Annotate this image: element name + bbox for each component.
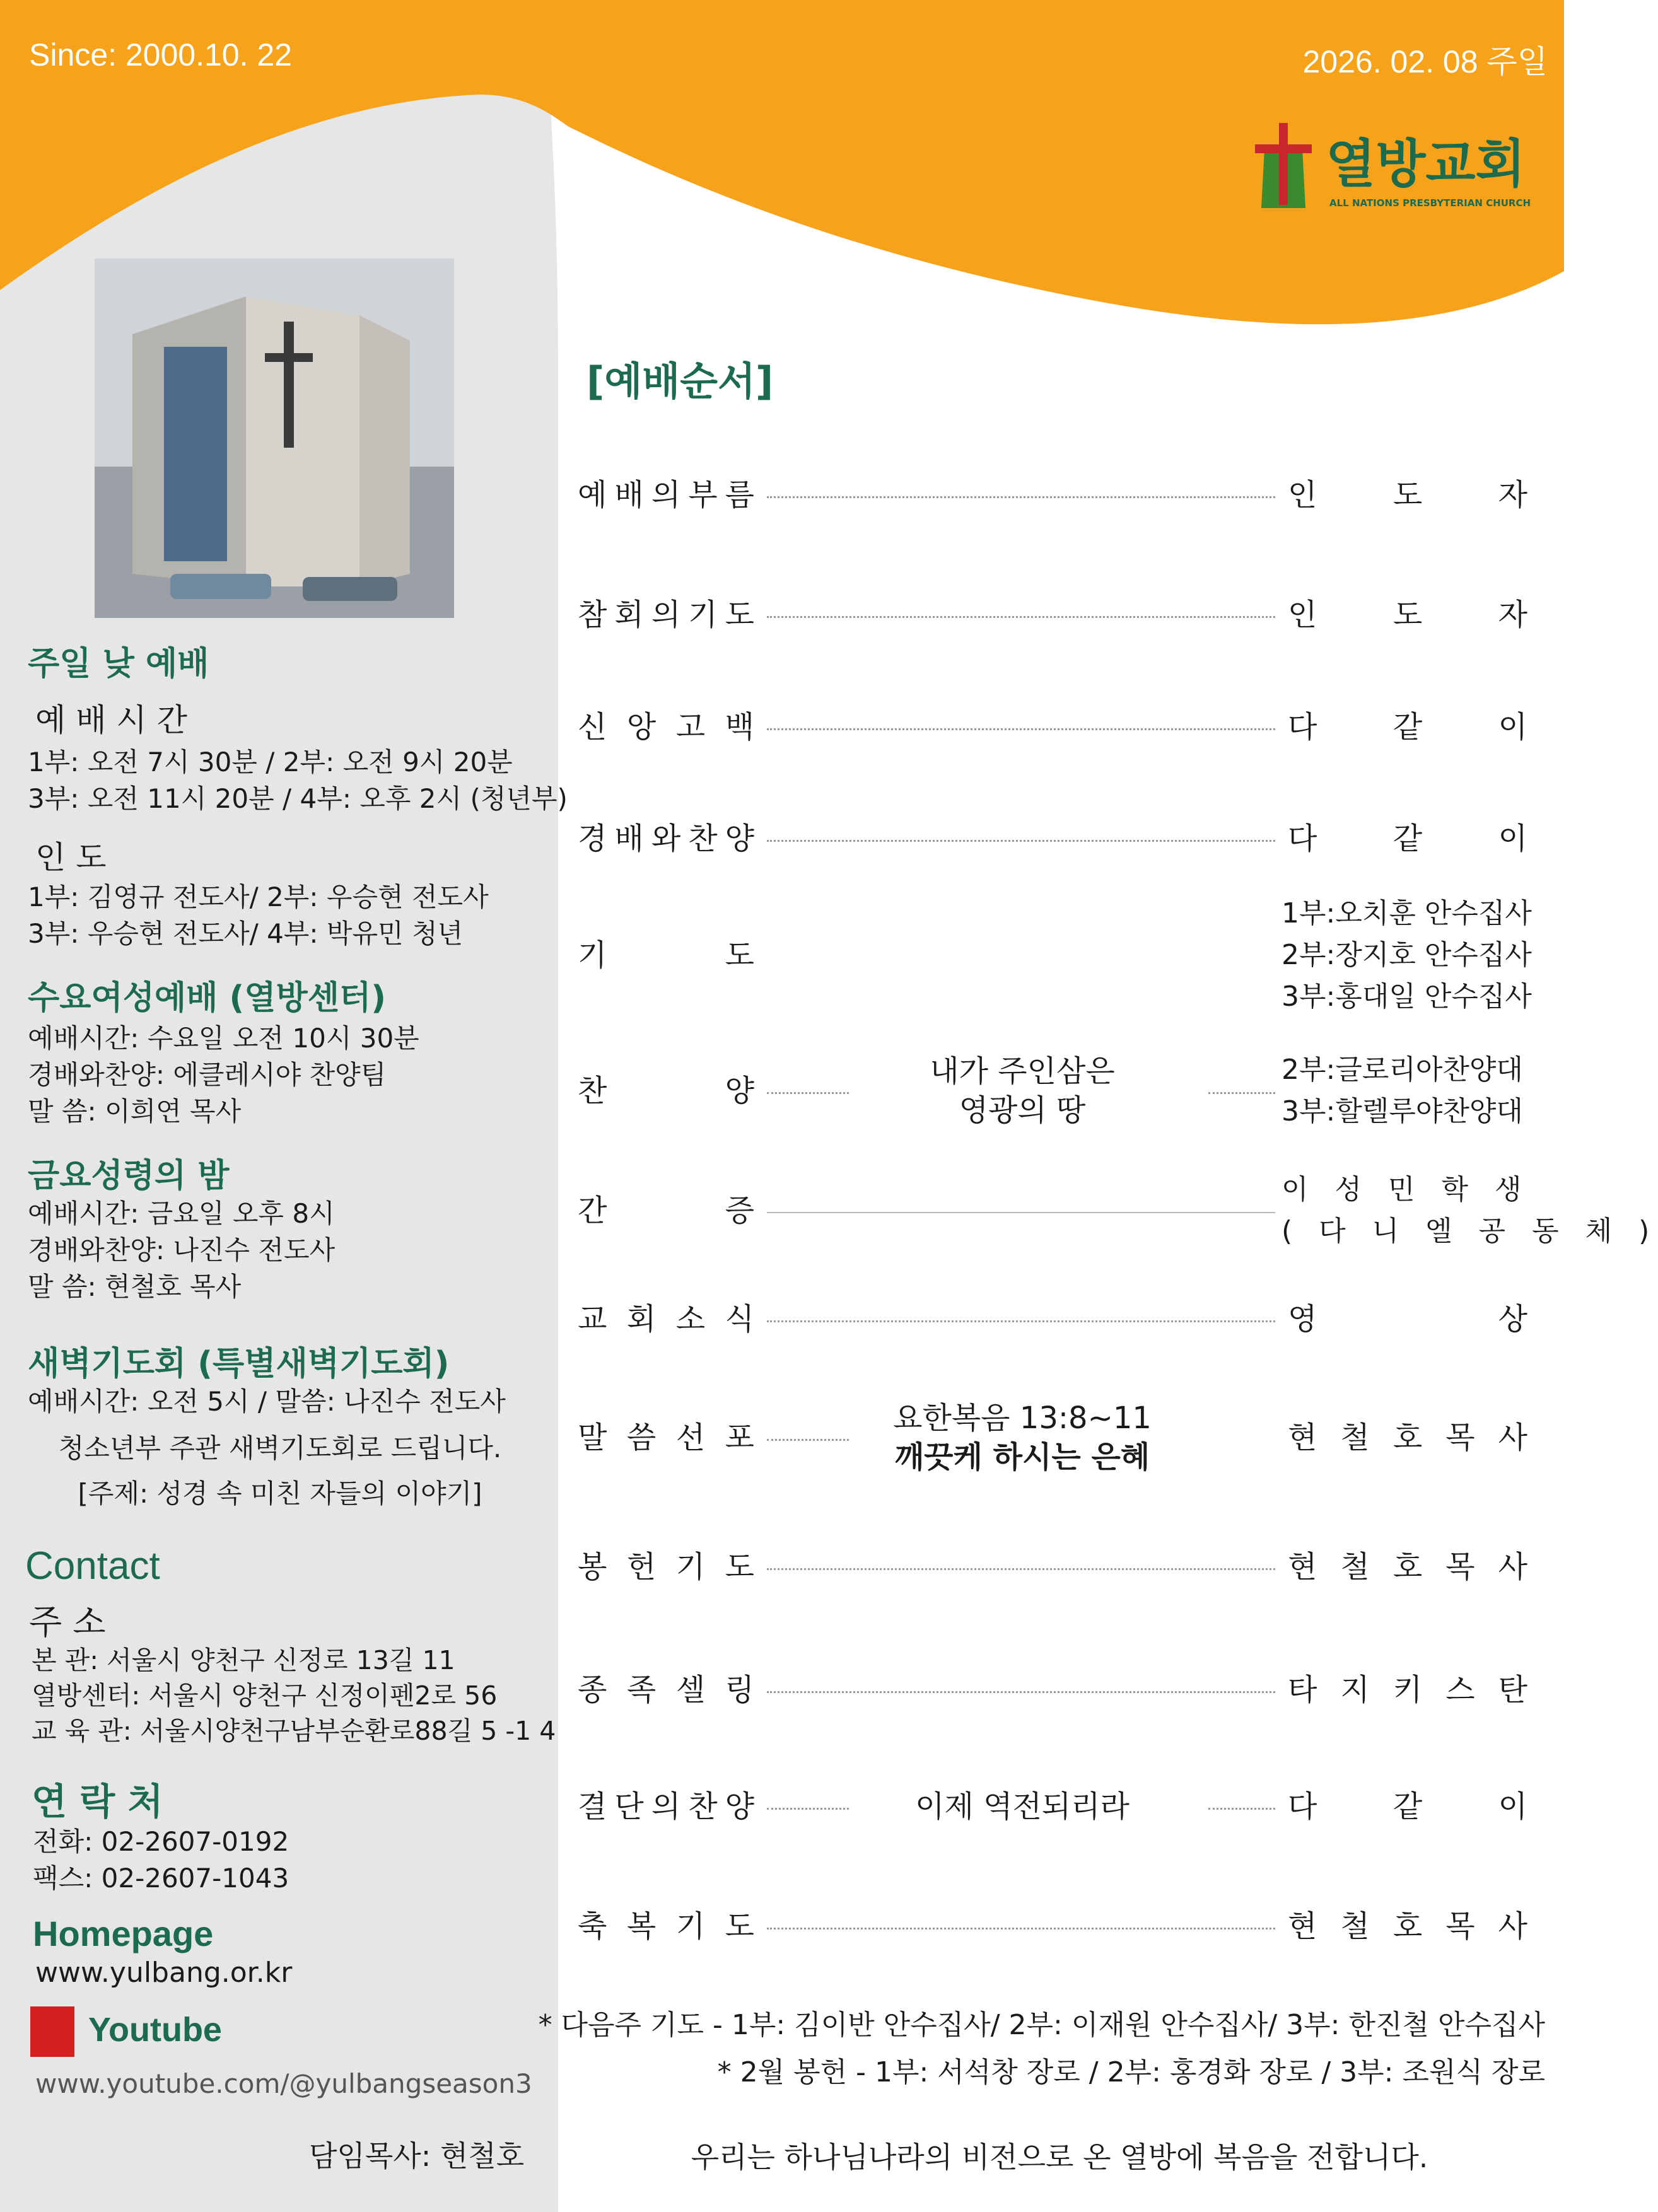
dawn-line-3: [주제: 성경 속 미친 자들의 이야기] [78,1478,482,1509]
order-item-leader [1288,590,1527,640]
order-item-label-char: 기 [675,1909,706,1944]
order-item-label-char: 씀 [626,1420,657,1455]
order-item-label-char: 의 [651,477,681,513]
order-item-leader-line: 2부:장지호 안수집사 [1281,939,1532,971]
order-item-leader [1288,1542,1527,1592]
church-motto: 우리는 하나님나라의 비전으로 온 열방에 복음을 전합니다. [691,2140,1428,2174]
offering-note: * 2월 봉헌 - 1부: 서석창 장로 / 2부: 홍경화 장로 / 3부: 조원식 장로 [717,2056,1545,2088]
order-row [578,897,1532,1013]
order-item-leader [1288,813,1527,864]
leader-dots [767,840,1275,842]
order-item-leader [1281,893,1532,1018]
address-heading: 주 소 [29,1602,106,1642]
order-item-content [849,1399,1196,1477]
leader-dots [767,728,1275,730]
order-item-leader-char: 인 [1288,597,1317,632]
order-item-leader-line: 이 성 민 학 생 [1281,1173,1531,1206]
order-row [578,1054,1527,1128]
church-logo [1255,123,1532,218]
order-item-leader-line: 1부:오치훈 안수집사 [1281,897,1532,929]
phone-heading: 연 락 처 [32,1780,163,1823]
order-row [578,1781,1527,1832]
order-item-content-line: 깨끗케 하시는 은혜 [894,1440,1150,1475]
order-item-label-char: 단 [614,1789,644,1824]
order-item-leader-char: 탄 [1498,1672,1527,1708]
next-week-prayer-note: * 다음주 기도 - 1부: 김이반 안수집사/ 2부: 이재원 안수집사/ 3부: 한진철 안수집사 [538,2009,1545,2041]
order-item-leader-char: 현 [1288,1549,1317,1585]
order-item-leader [1288,470,1527,520]
order-item-label-char: 도 [725,1549,754,1585]
fax-line: 팩스: 02-2607-1043 [33,1863,289,1894]
order-item-leader-char: 이 [1498,821,1527,856]
order-item-label-char: 찬 [688,1789,718,1824]
order-item-label-char: 찬 [688,821,718,856]
order-item-label-char: 기 [675,1549,706,1585]
order-item-label-char: 복 [626,1909,657,1944]
order-item-label [578,813,754,864]
friday-line-1: 예배시간: 금요일 오후 8시 [28,1198,335,1229]
sunday-lead-heading: 인 도 [35,839,107,876]
order-item-content-line: 이제 역전되리라 [915,1789,1130,1824]
order-item-label-char: 와 [651,821,681,856]
order-row [578,470,1527,520]
leader-dots [767,1808,849,1810]
order-item-leader-char: 목 [1445,1909,1475,1944]
order-item-content-line: 내가 주인삼은 [930,1054,1115,1089]
order-item-label-char: 링 [725,1672,754,1708]
order-item-label-char: 결 [578,1789,607,1824]
order-item-label-char: 봉 [578,1549,607,1585]
order-item-label-char: 양 [725,1789,754,1824]
order-item-leader [1288,1665,1527,1715]
order-item-label-char: 소 [675,1301,706,1337]
order-item-label-char: 기 [578,938,607,973]
dawn-line-1: 예배시간: 오전 5시 / 말씀: 나진수 전도사 [28,1386,506,1417]
order-item-label-char: 신 [578,709,607,745]
order-row [578,1542,1527,1592]
order-item-label-char: 배 [614,477,644,513]
order-item-label-char: 기 [688,597,718,632]
order-item-leader-char: 목 [1445,1420,1475,1455]
order-item-label [578,590,754,640]
address-line-1: 본 관: 서울시 양천구 신정로 13길 11 [32,1645,455,1675]
order-item-leader-char: 인 [1288,477,1317,513]
order-item-label-char: 고 [675,709,706,745]
order-item-label-char: 말 [578,1420,607,1455]
order-item-label-char: 부 [688,477,718,513]
order-item-label [578,1066,754,1116]
order-item-label-char: 셀 [675,1672,706,1708]
order-item-leader-char: 사 [1498,1909,1527,1944]
order-item-label-char: 포 [725,1420,754,1455]
order-item-label-char: 름 [725,477,754,513]
leader-dots [767,1439,849,1441]
order-item-content [849,1787,1196,1826]
order-item-label-char: 양 [725,821,754,856]
order-item-leader-char: 키 [1392,1672,1423,1708]
sunday-worship-title: 주일 낮 예배 [28,645,209,683]
church-building-photo [95,259,454,618]
order-item-label-char: 축 [578,1909,607,1944]
date-text: 2026. 02. 08 주일 [1302,44,1548,79]
order-item-label [578,930,754,981]
friday-line-2: 경배와찬양: 나진수 전도사 [28,1235,336,1266]
leader-dots [1208,1092,1275,1094]
order-item-leader-line: 2부:글로리아찬양대 [1281,1054,1523,1086]
worship-order-title: [예배순서] [587,358,774,404]
order-item-label-char: 회 [626,1301,657,1337]
order-item-leader-line: 3부:홍대일 안수집사 [1281,981,1532,1013]
order-row [578,813,1527,864]
order-item-content [849,1052,1196,1130]
order-item-leader-char: 사 [1498,1420,1527,1455]
order-item-leader-char: 스 [1445,1672,1475,1708]
order-item-leader-char: 다 [1288,821,1317,856]
contact-title: Contact [25,1544,160,1588]
order-item-leader-char: 도 [1392,477,1423,513]
order-item-leader-line: ( 다 니 엘 공 동 체 ) [1281,1215,1658,1247]
order-item-leader [1288,1412,1527,1463]
order-row [578,1173,1658,1247]
sunday-lead-line-1: 1부: 김영규 전도사/ 2부: 우승현 전도사 [28,882,489,912]
leader-dots [767,1568,1275,1570]
order-item-leader-char: 이 [1498,1789,1527,1824]
order-item-label-char: 식 [725,1301,754,1337]
order-item-leader-char: 다 [1288,1789,1317,1824]
order-item-leader-char: 호 [1392,1420,1423,1455]
order-item-content-line: 요한복음 13:8~11 [893,1400,1152,1436]
order-item-label [578,1294,754,1344]
order-item-label-char: 배 [614,821,644,856]
order-item-label-char: 선 [675,1420,706,1455]
order-item-label [578,1781,754,1832]
order-item-label-char: 양 [725,1073,754,1109]
order-item-leader [1281,1049,1527,1132]
sunday-time-heading: 예 배 시 간 [35,702,187,738]
wednesday-title: 수요여성예배 (열방센터) [28,979,386,1017]
order-item-leader-char: 영 [1288,1301,1317,1337]
logo-subtitle: ALL NATIONS PRESBYTERIAN CHURCH [1329,197,1531,209]
order-item-label [578,1665,754,1715]
order-item-leader-char: 목 [1445,1549,1475,1585]
youtube-link[interactable]: www.youtube.com/@yulbangseason3 [35,2068,532,2099]
order-item-label [578,1542,754,1592]
leader-dots [767,1691,1275,1693]
order-item-leader-char: 호 [1392,1549,1423,1585]
logo-name: 열방교회 [1326,134,1526,194]
order-item-leader-char: 같 [1392,821,1423,856]
order-item-leader [1288,1901,1527,1952]
order-item-label-char: 도 [725,597,754,632]
senior-pastor: 담임목사: 현철호 [309,2139,525,2173]
order-item-label [578,1185,754,1236]
order-item-label-char: 간 [578,1193,607,1228]
order-item-label-char: 도 [725,1909,754,1944]
order-item-leader [1288,1294,1527,1344]
cross-logo-icon [1255,123,1312,208]
wednesday-line-3: 말 씀: 이희연 목사 [28,1096,242,1127]
order-item-label-char: 의 [651,1789,681,1824]
order-row [578,702,1527,752]
order-item-leader [1281,1169,1658,1252]
order-item-leader-char: 지 [1340,1672,1370,1708]
order-item-leader-char: 다 [1288,709,1317,745]
order-row [578,1294,1527,1344]
homepage-link[interactable]: www.yulbang.or.kr [35,1957,293,1989]
order-item-leader-char: 이 [1498,709,1527,745]
since-text: Since: 2000.10. 22 [29,37,292,73]
order-row [578,1400,1527,1475]
friday-title: 금요성령의 밤 [28,1157,230,1195]
leader-dots [767,1092,849,1094]
order-item-leader-char: 사 [1498,1549,1527,1585]
order-item-label-char: 종 [578,1672,607,1708]
order-item-leader-char: 현 [1288,1420,1317,1455]
leader-dots [1208,1808,1275,1810]
order-item-label [578,1412,754,1463]
order-item-leader-line: 3부:할렐루야찬양대 [1281,1095,1523,1127]
order-item-leader-char: 철 [1340,1420,1370,1455]
order-item-leader-char: 철 [1340,1909,1370,1944]
order-item-leader-char: 같 [1392,1789,1423,1824]
wednesday-line-2: 경배와찬양: 에클레시야 찬양팀 [28,1059,387,1090]
leader-dots [767,496,1275,498]
order-item-label-char: 족 [626,1672,657,1708]
youtube-heading: Youtube [88,2011,222,2049]
order-item-leader-char: 자 [1498,597,1527,632]
homepage-heading: Homepage [33,1914,214,1953]
order-item-label [578,1901,754,1952]
order-item-leader [1288,702,1527,752]
order-item-leader-char: 타 [1288,1672,1317,1708]
order-item-leader-char: 도 [1392,597,1423,632]
youtube-icon [30,2006,74,2057]
order-item-leader-char: 호 [1392,1909,1423,1944]
wednesday-line-1: 예배시간: 수요일 오전 10시 30분 [28,1023,419,1054]
order-item-label-char: 회 [614,597,644,632]
sunday-lead-line-2: 3부: 우승현 전도사/ 4부: 박유민 청년 [28,918,464,949]
order-item-label-char: 앙 [626,709,657,745]
order-item-label-char: 교 [578,1301,607,1337]
order-item-label-char: 찬 [578,1073,607,1109]
order-item-leader-char: 현 [1288,1909,1317,1944]
address-line-2: 열방센터: 서울시 양천구 신정이펜2로 56 [32,1680,498,1711]
order-item-label-char: 참 [578,597,607,632]
order-item-label-char: 헌 [626,1549,657,1585]
order-item-label-char: 도 [725,938,754,973]
order-item-label-char: 경 [578,821,607,856]
phone-line: 전화: 02-2607-0192 [33,1826,289,1857]
order-item-label-char: 의 [651,597,681,632]
order-item-label [578,470,754,520]
sunday-time-line-1: 1부: 오전 7시 30분 / 2부: 오전 9시 20분 [28,747,513,777]
order-item-leader-char: 자 [1498,477,1527,513]
sunday-time-line-2: 3부: 오전 11시 20분 / 4부: 오후 2시 (청년부) [28,783,568,814]
order-item-label [578,702,754,752]
friday-line-3: 말 씀: 현철호 목사 [28,1271,242,1302]
order-row [578,1901,1527,1952]
order-item-label-char: 예 [578,477,607,513]
dawn-title: 새벽기도회 (특별새벽기도회) [28,1345,450,1383]
order-item-label-char: 백 [725,709,754,745]
address-line-3: 교 육 관: 서울시양천구남부순환로88길 5 -1 4 [32,1716,556,1746]
order-item-leader [1288,1781,1527,1832]
order-item-leader-char: 같 [1392,709,1423,745]
leader-dots [767,616,1275,618]
leader-dots [767,1320,1275,1322]
leader-dots [767,1212,1275,1213]
order-item-leader-char: 철 [1340,1549,1370,1585]
order-item-label-char: 증 [725,1193,754,1228]
dawn-line-2: 청소년부 주관 새벽기도회로 드립니다. [58,1433,502,1464]
leader-dots [767,1928,1275,1930]
order-row [578,590,1527,640]
order-item-leader-char: 상 [1498,1301,1527,1337]
order-item-content-line: 영광의 땅 [959,1093,1086,1128]
order-row [578,1665,1527,1715]
